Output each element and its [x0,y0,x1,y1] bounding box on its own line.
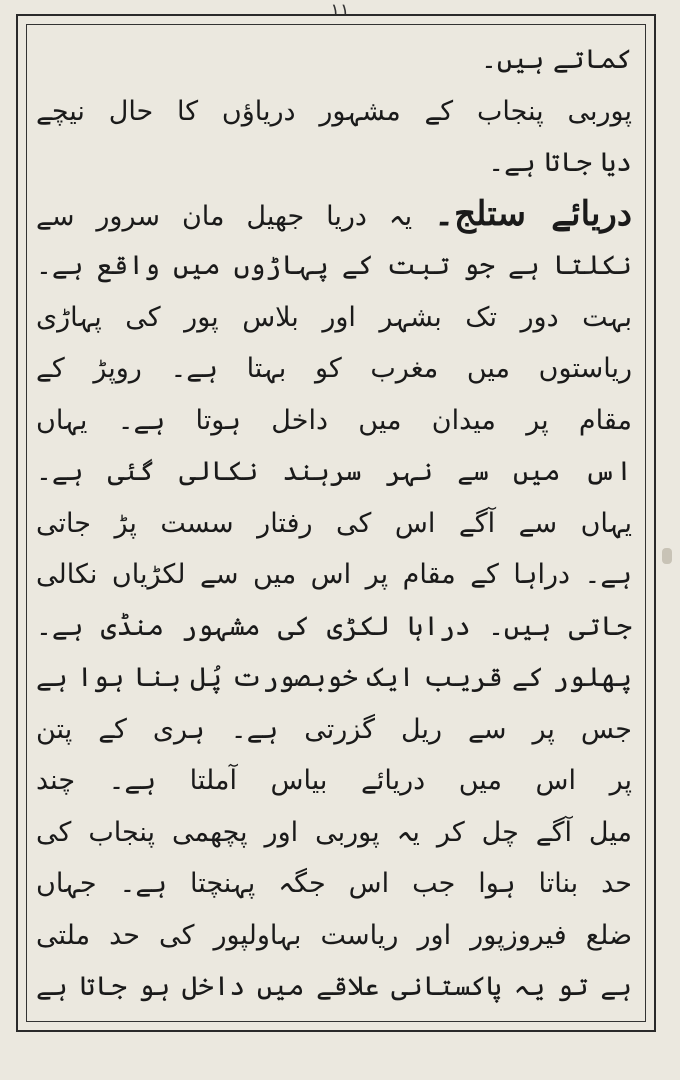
text-line: بہت دور تک بشہر اور بلاس پور کی پہاڑی [36,301,632,333]
text-line: یہاں سے آگے اس کی رفتار سست پڑ جاتی [36,507,632,539]
text-line: کماتے ہیں۔ [481,44,632,75]
page-number: ۱۱ [330,0,350,21]
margin-mark [662,548,672,564]
section-heading: دریائے ستلج۔ [434,193,632,234]
text-line: دیا جاتا ہے۔ [488,147,632,178]
text-line: پھلور کے قریب ایک خوبصورت پُل بنا ہوا ہے [36,662,632,693]
text-line: مقام پر میدان میں داخل ہوتا ہے۔ یہاں [36,404,632,436]
text-line: ہے۔ دراہا کے مقام پر اس میں سے لکڑیاں نکالی [36,559,632,590]
text-line: ضلع فیروزپور اور ریاست بہاولپور کی حد ملتی [36,919,632,951]
text-line: پر اس میں دریائے بیاس آملتا ہے۔ چند [36,765,632,796]
text-line: جس پر سے ریل گزرتی ہے۔ ہری کے پتن [36,713,632,745]
text-line: اس میں سے نہر سرہند نکالی گئی ہے۔ [36,456,632,487]
text-line: حد بناتا ہوا جب اس جگہ پہنچتا ہے۔ جہاں [36,868,632,899]
text-line: دریائے ستلج۔ یہ دریا جھیل مان سرور سے [36,193,632,234]
text-line: جاتی ہیں۔ دراہا لکڑی کی مشہور منڈی ہے۔ [36,610,632,642]
text-line: میل آگے چل کر یہ پوربی اور پچھمی پنجاب کی [36,816,632,848]
text-line: نکلتا ہے جو تبت کے پہاڑوں میں واقع ہے۔ [36,250,632,281]
text-line: ریاستوں میں مغرب کو بہتا ہے۔ روپڑ کے [36,353,632,384]
text-line: ہے تو یہ پاکستانی علاقے میں داخل ہو جاتا ہے [36,971,632,1002]
text-body [36,34,632,1014]
text-line: پوربی پنجاب کے مشہور دریاؤں کا حال نیچے [36,95,632,127]
